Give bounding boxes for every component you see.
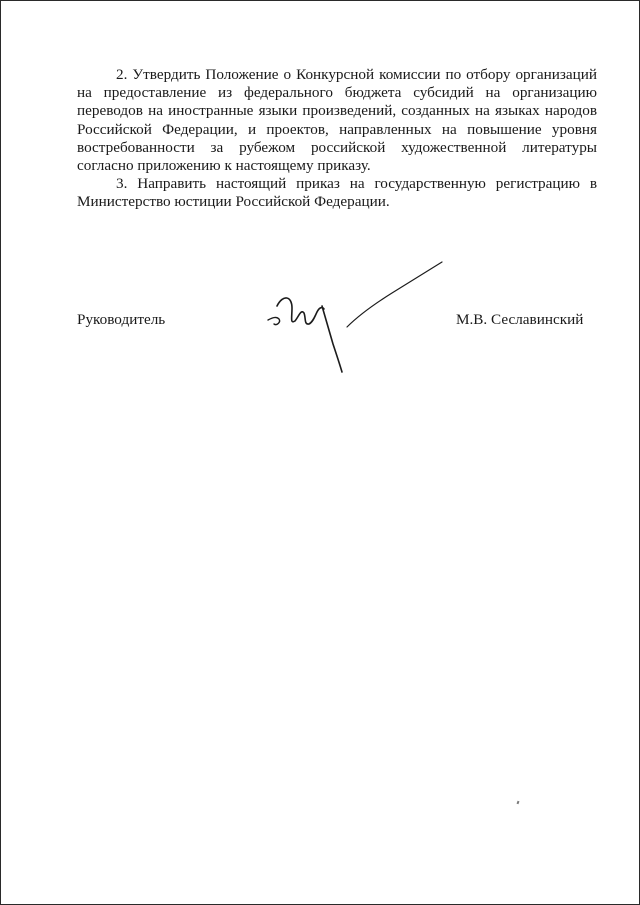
signatory-role: Руководитель <box>77 311 166 328</box>
paragraph-item-3: 3. Направить настоящий приказ на государственную регистрацию в Министерство юстиции Российской Федерации. <box>77 175 597 211</box>
paragraph-item-2: 2. Утвердить Положение о Конкурсной комиссии по отбору организаций на предоставление из федерального бюджета субсидий на организацию переводов на иностранные языки произведений, созданных на языках народов Российской Федерации, и проектов, направленных на повышение уровня востребованности за рубежом российской художественной литературы согласно приложению к настоящему приказу. <box>77 66 597 175</box>
signatory-name: М.В. Сеславинский <box>456 311 584 328</box>
